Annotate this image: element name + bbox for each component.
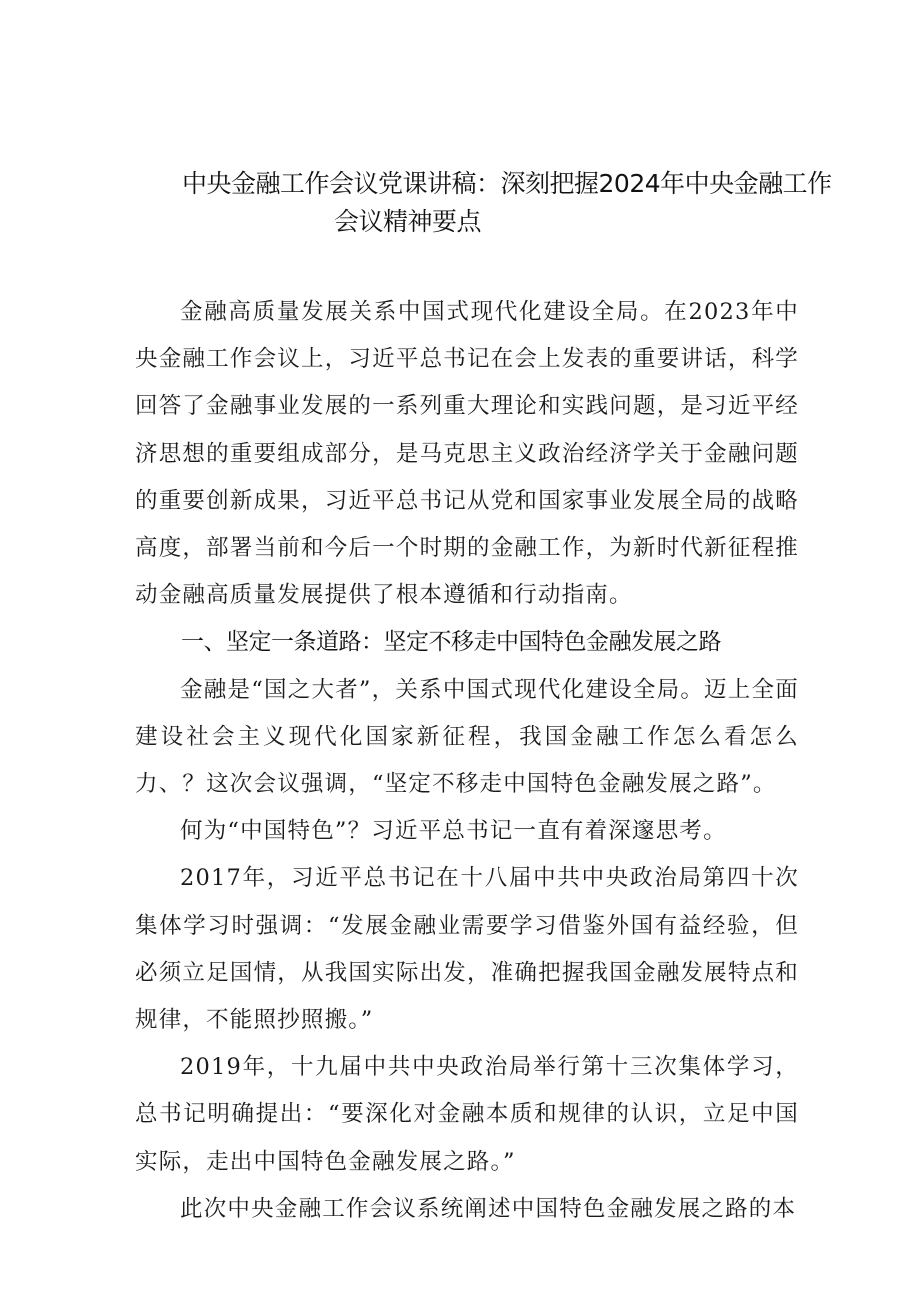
body-paragraph: 2019年，十九届中共中央政治局举行第十三次集体学习，总书记明确提出：“要深化对金融本质和规律的认识，立足中国实际，走出中国特色金融发展之路。” (135, 1054, 799, 1175)
document-body (135, 289, 799, 1233)
body-paragraph: 何为“中国特色”？习近平总书记一直有着深邃思考。 (180, 818, 727, 845)
title-line-2: 会议精神要点 (334, 207, 482, 236)
body-paragraph: 2017年，习近平总书记在十八届中共中央政治局第四十次集体学习时强调：“发展金融业需要学习借鉴外国有益经验，但必须立足国情，从我国实际出发，准确把握我国金融发展特点和规律，不能照抄照搬。” (135, 865, 799, 1034)
section-heading: 一、坚定一条道路：坚定不移走中国特色金融发展之路 (181, 629, 721, 656)
intro-paragraph: 金融高质量发展关系中国式现代化建设全局。在2023年中央金融工作会议上，习近平总书记在会上发表的重要讲话，科学回答了金融事业发展的一系列重大理论和实践问题，是习近平经济思想的重要组成部分，是马克思主义政治经济学关于金融问题的重要创新成果，习近平总书记从党和国家事业发展全局的战略高度，部署当前和今后一个时期的金融工作，为新时代新征程推动金融高质量发展提供了根本遵循和行动指南。 (135, 299, 799, 609)
body-paragraph: 金融是“国之大者”，关系中国式现代化建设全局。迈上全面建设社会主义现代化国家新征程，我国金融工作怎么看怎么力、？这次会议强调，“坚定不移走中国特色金融发展之路”。 (135, 676, 799, 798)
document-title (120, 165, 840, 241)
body-paragraph: 此次中央金融工作会议系统阐述中国特色金融发展之路的本 (180, 1195, 797, 1222)
title-line-1: 中央金融工作会议党课讲稿：深刻把握2024年中央金融工作 (182, 169, 832, 198)
